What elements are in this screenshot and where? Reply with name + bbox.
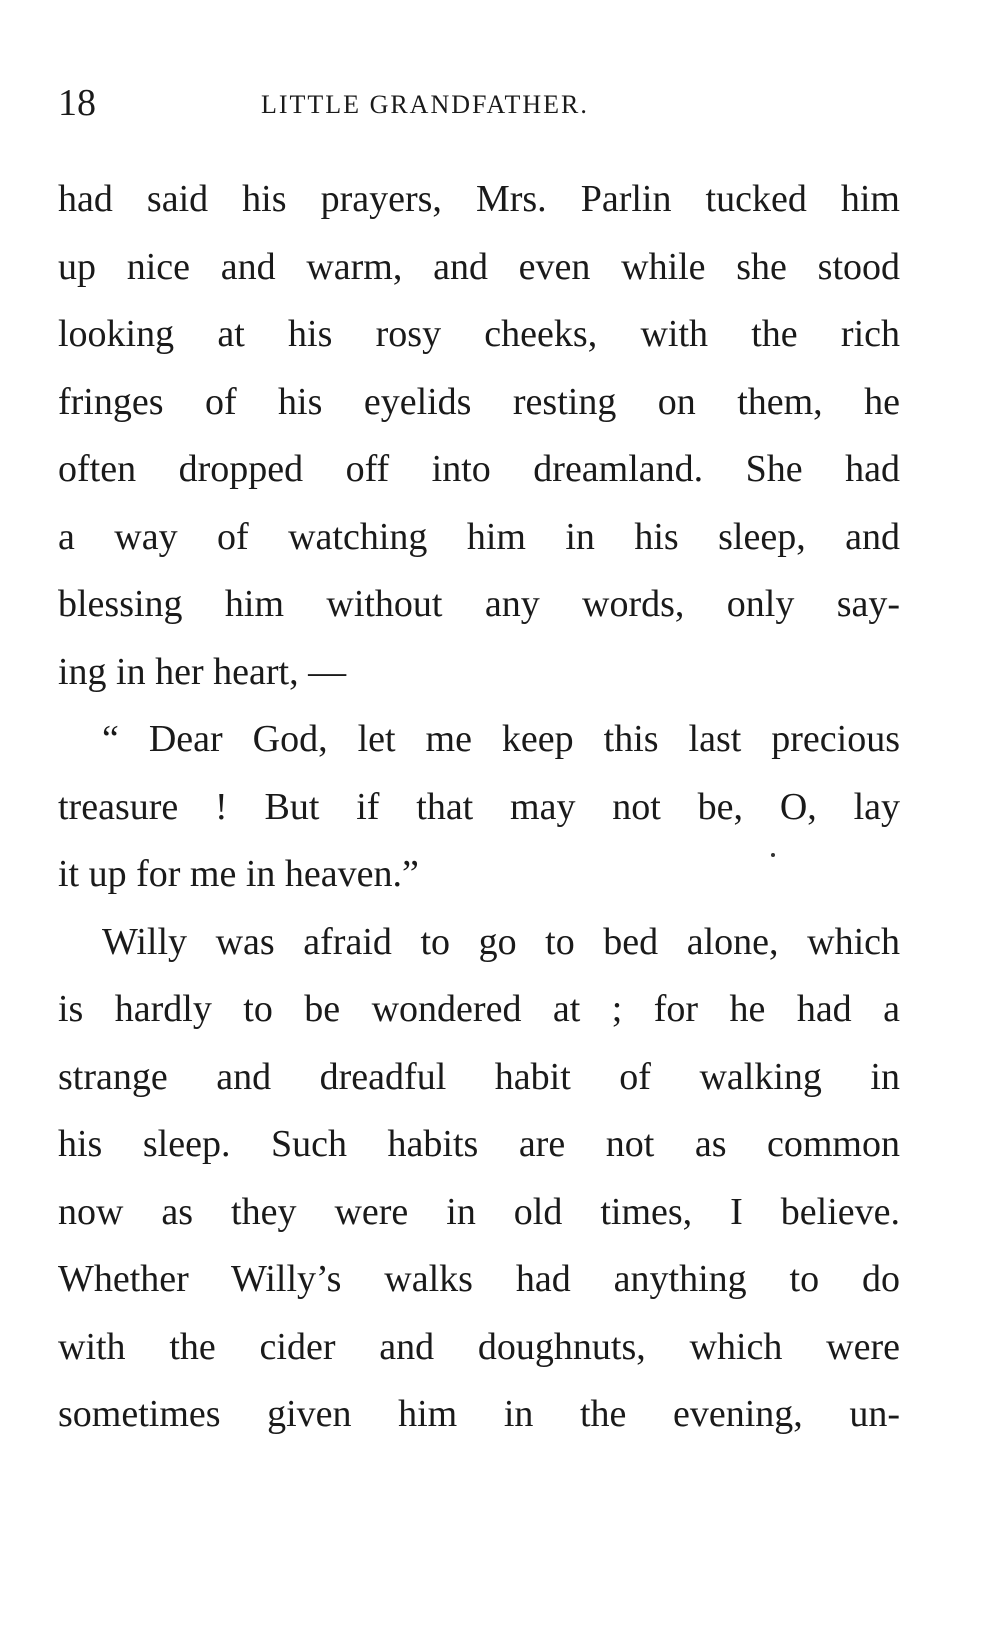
text-line: a way of watching him in his sleep, and	[58, 515, 900, 558]
text-line: sometimes given him in the evening, un-	[58, 1393, 900, 1435]
text-line: fringes of his eyelids resting on them, he	[58, 380, 900, 423]
running-title: LITTLE GRANDFATHER.	[261, 90, 589, 119]
text-line: strange and dreadful habit of walking in	[58, 1055, 900, 1098]
body-text	[58, 166, 900, 1449]
text-line: Whether Willy’s walks had anything to do	[58, 1258, 900, 1300]
text-line: up nice and warm, and even while she stood	[58, 245, 900, 288]
text-line: ing in her heart, —	[58, 650, 347, 693]
page-number: 18	[58, 82, 96, 124]
text-line: treasure ! But if that may not be, O, lay	[58, 785, 900, 828]
text-line: it up for me in heaven.”	[58, 853, 419, 895]
text-line: looking at his rosy cheeks, with the rich	[58, 313, 900, 355]
text-line: Willy was afraid to go to bed alone, which	[102, 920, 900, 963]
text-line: is hardly to be wondered at ; for he had a	[58, 988, 900, 1030]
text-line: blessing him without any words, only say-	[58, 583, 900, 625]
text-line: with the cider and doughnuts, which were	[58, 1325, 900, 1368]
text-line: often dropped off into dreamland. She had	[58, 448, 900, 490]
text-line: “ Dear God, let me keep this last precious	[102, 718, 900, 760]
text-line: had said his prayers, Mrs. Parlin tucked him	[58, 178, 900, 220]
text-line: his sleep. Such habits are not as common	[58, 1123, 900, 1165]
text-line: now as they were in old times, I believe.	[58, 1190, 900, 1233]
page-header	[58, 78, 908, 128]
ink-speck	[771, 853, 775, 857]
